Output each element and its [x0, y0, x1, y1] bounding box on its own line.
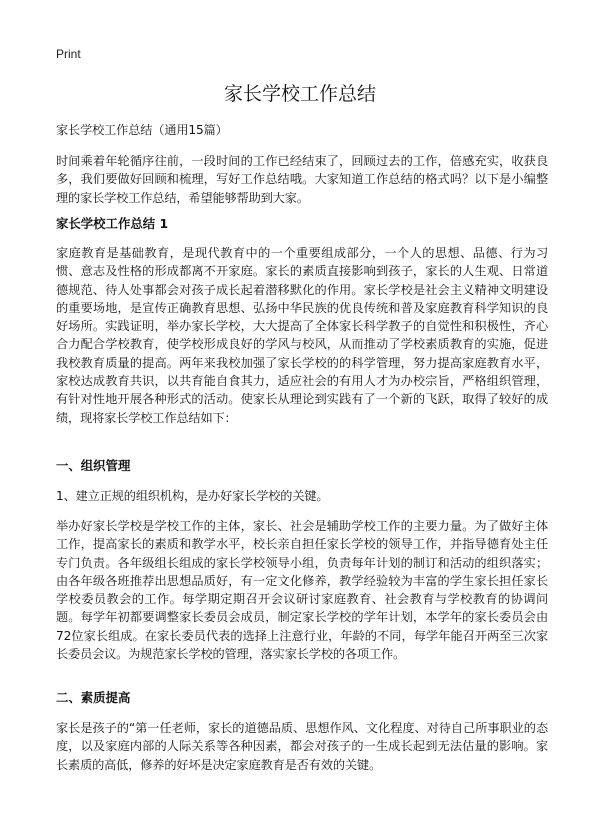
intro-paragraph: 时间乘着年轮循序往前，一段时间的工作已经结束了，回顾过去的工作，倍感充实，收获良多，我们要做好回顾和梳理，写好工作总结哦。大家知道工作总结的格式吗？以下是小编整理的家长学校工作总结，希望能够帮助到大家。 [56, 154, 548, 205]
organization-point-1: 1、建立正规的组织机构，是办好家长学校的关键。 [56, 489, 329, 503]
section-1-paragraph: 家庭教育是基础教育，是现代教育中的一个重要组成部分，一个人的思想、品德、行为习惯、意志及性格的形成都离不开家庭。家长的素质直接影响到孩子，家长的人生观、日常道德规范、待人处事都会对孩子成长起着潜移默化的作用。家长学校是社会主义精神文明建设的重要场地，是宣传正确教育思想、弘扬中华民族的优良传统和普及家庭教育科学知识的良好场所。实践证明，举办家长学校，大大提高了全体家长科学教子的自觉性和积极性，齐心合力配合学校教育，使学校形成良好的学风与校风，从而推动了学校素质教育的实施，促进我校教育质量的提高。两年来我校加强了家长学校的的科学管理，努力提高家庭教育水平，家校达成教育共识，以共育能自食其力，适应社会的有用人才为办校宗旨，严格组织管理，有针对性地开展各种形式的活动。使家长从理论到实践有了一个新的飞跃，取得了较好的成绩，现将家长学校工作总结如下： [56, 246, 548, 425]
quality-paragraph: 家长是孩子的“第一任老师，家长的道德品质、思想作风、文化程度、对待自己所事职业的态度，以及家庭内部的人际关系等各种因素，都会对孩子的一生成长起到无法估量的影响。家长素质的高低，修养的好坏是决定家庭教育是否有效的关键。 [56, 721, 548, 772]
section-heading-quality: 二、素质提高 [56, 690, 131, 705]
organization-paragraph: 举办好家长学校是学校工作的主体，家长、社会是辅助学校工作的主要力量。为了做好主体工作，提高家长的素质和教学水平，校长亲自担任家长学校的领导工作，并指导德育处主任专门负责。各年级组长组成的家长学校领导小组，负责每年计划的制订和活动的组织落实；由各年级各班推荐出思想品质好，有一定文化修养，教学经验较为丰富的学生家长担任家长学校委员教会的工作。每学期定期召开会议研讨家庭教育、社会教育与学校教育的协调问题。每学年初都要调整家长委员会成员，制定家长学校的学年计划，本学年的家长委员会由72位家长组成。在家长委员代表的选择上注意行业，年龄的不同，每学年能召开两至三次家长委员会议。为规范家长学校的管理，落实家长学校的各项工作。 [56, 519, 548, 662]
print-link[interactable]: Print [56, 47, 81, 61]
document-subtitle: 家长学校工作总结（通用15篇） [56, 123, 228, 137]
section-heading-organization: 一、组织管理 [56, 458, 131, 473]
section-heading-1: 家长学校工作总结 1 [56, 216, 169, 231]
page-title: 家长学校工作总结 [223, 83, 376, 105]
